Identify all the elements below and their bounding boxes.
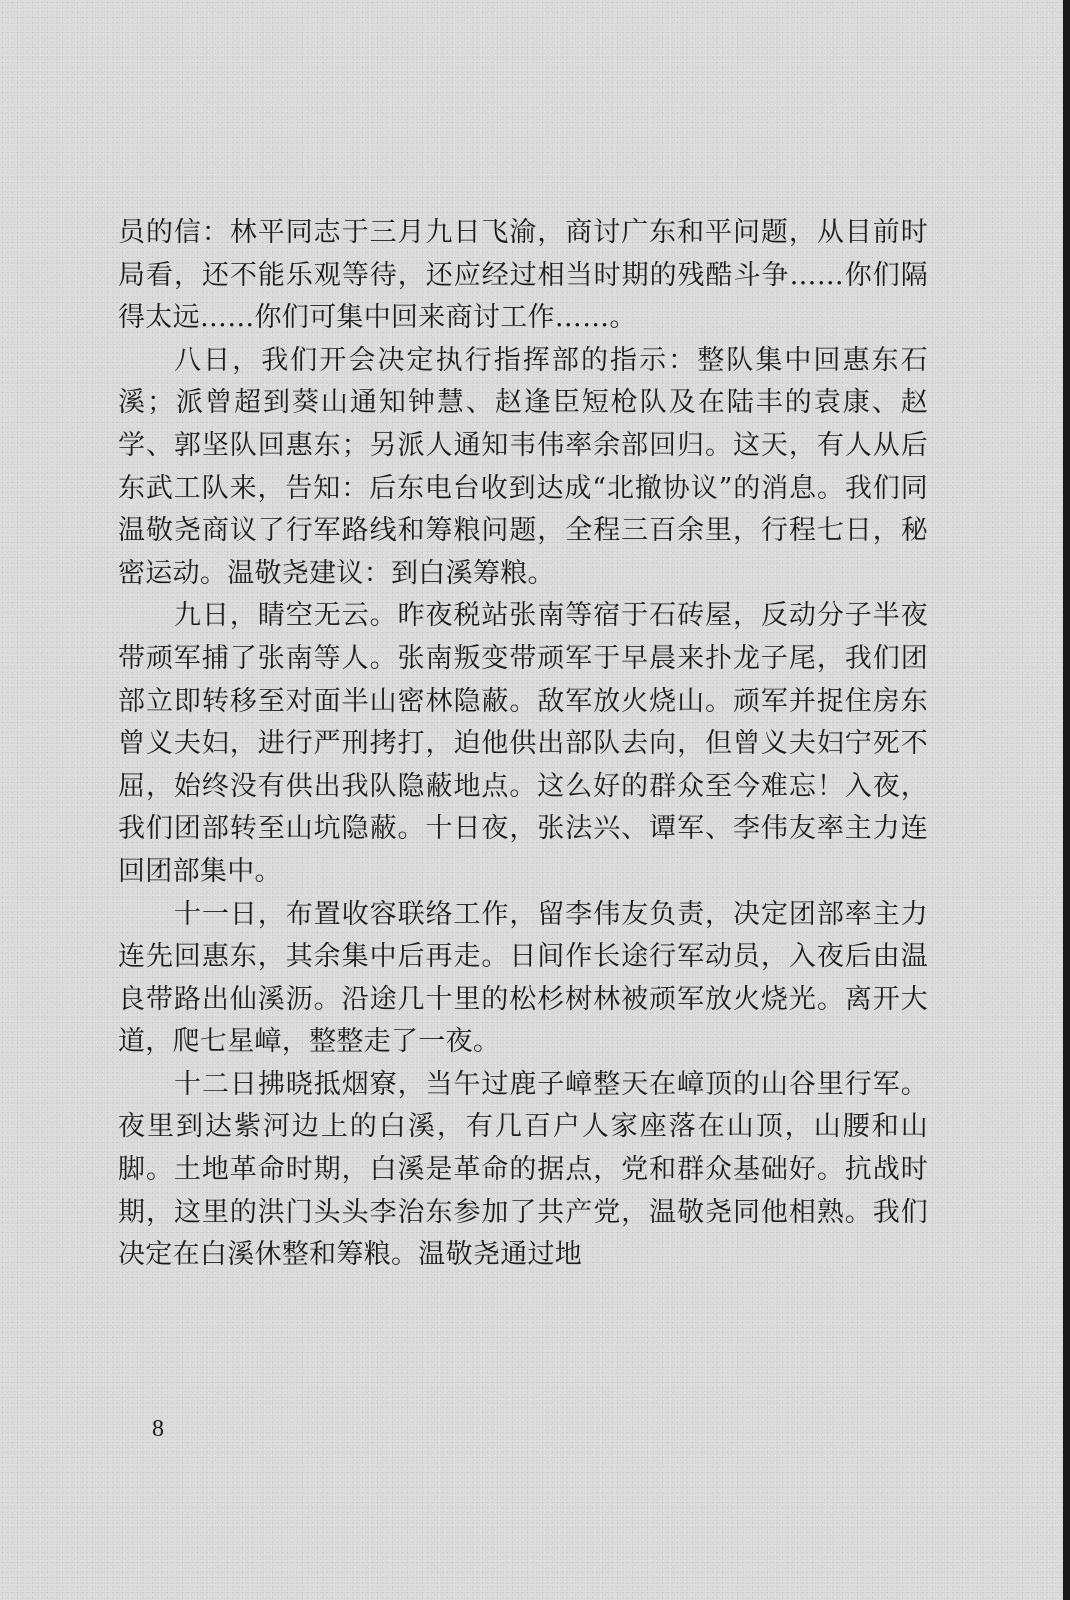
paragraph: 九日，睛空无云。昨夜税站张南等宿于石砖屋，反动分子半夜带顽军捕了张南等人。张南叛变带顽军于早晨来扑龙子尾，我们团部立即转移至对面半山密林隐蔽。敌军放火烧山。顽军并捉住房东曾义夫妇，进行严刑拷打，迫他供出部队去向，但曾义夫妇宁死不屈，始终没有供出我队隐蔽地点。这么好的群众至今难忘！入夜，我们团部转至山坑隐蔽。十日夜，张法兴、谭军、李伟友率主力连回团部集中。	[118, 600, 928, 887]
scan-edge-border	[1063, 0, 1070, 1600]
paragraph: 八日，我们开会决定执行指挥部的指示：整队集中回惠东石溪；派曾超到葵山通知钟慧、赵逢臣短枪队及在陆丰的袁康、赵学、郭坚队回惠东；另派人通知韦伟率余部回归。这天，有人从后东武工队来，告知：后东电台收到达成“北撤协议”的消息。我们同温敬尧商议了行军路线和筹粮问题，全程三百余里，行程七日，秘密运动。温敬尧建议：到白溪筹粮。	[118, 344, 928, 589]
paragraph: 员的信：林平同志于三月九日飞渝，商讨广东和平问题，从目前时局看，还不能乐观等待，还应经过相当时期的残酷斗争……你们隔得太远……你们可集中回来商讨工作……。	[118, 217, 928, 334]
page-number: 8	[152, 1416, 164, 1442]
paragraph: 十二日拂晓抵烟寮，当午过鹿子嶂整天在嶂顶的山谷里行军。夜里到达紫河边上的白溪，有几百户人家座落在山顶，山腰和山脚。土地革命时期，白溪是革命的据点，党和群众基础好。抗战时期，这里的洪门头头李治东参加了共产党，温敬尧同他相熟。我们决定在白溪休整和筹粮。温敬尧通过地	[118, 1068, 928, 1271]
paragraph: 十一日，布置收容联络工作，留李伟友负责，决定团部率主力连先回惠东，其余集中后再走。日间作长途行军动员，入夜后由温良带路出仙溪沥。沿途几十里的松杉树林被顽军放火烧光。离开大道，爬七星嶂，整整走了一夜。	[118, 898, 928, 1058]
body-text	[118, 212, 928, 1277]
